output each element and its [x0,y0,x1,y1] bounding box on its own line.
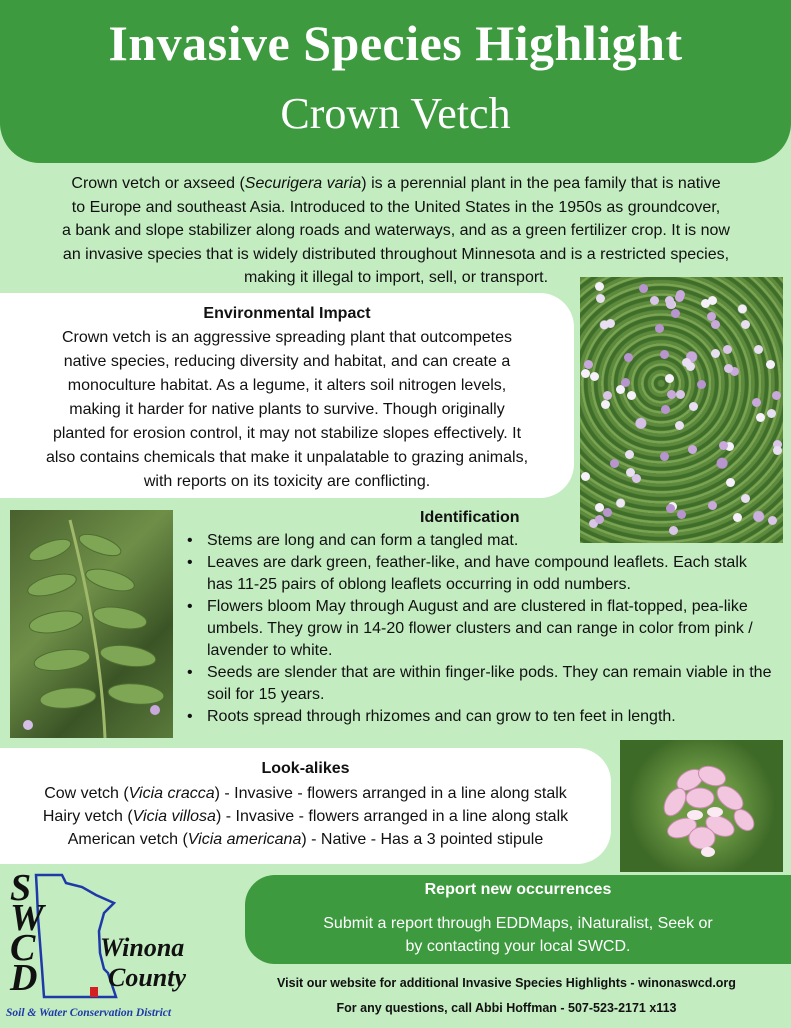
text: ) - Native - Has a 3 pointed stipule [301,831,544,848]
environmental-impact-text [6,326,568,494]
intro-text: ) is a perennial plant in the pea family that is native [361,175,721,192]
website-note: Visit our website for additional Invasive Species Highlights - winonaswcd.org [277,976,736,990]
flower-dot [660,452,669,461]
crown-vetch-flower-photo [620,740,783,872]
report-heading: Report new occurrences [424,881,612,898]
flower-dot [723,345,732,354]
flower-dot [671,309,680,318]
flower-dot [621,378,630,387]
flower-dot [660,350,669,359]
scientific-name: Vicia villosa [132,808,216,825]
flower-dot [666,504,675,513]
flower-dot [581,472,590,481]
identification-list [185,530,775,728]
flower-dot [625,450,634,459]
flower-dot [733,513,742,522]
flower-dot [675,293,684,302]
flower-dot [581,369,590,378]
flower-dot [606,319,615,328]
intro-text: Crown vetch or axseed ( [71,175,245,192]
flower-dot [767,409,776,418]
report-text [245,912,791,958]
scientific-name: Securigera varia [244,175,362,192]
flower-dot [773,446,782,455]
flower-dot [665,374,674,383]
flower-dot [675,421,684,430]
flower-dot [726,478,735,487]
text-line: Crown vetch is an aggressive spreading plant that outcompetes [61,329,513,346]
flower-dot [650,296,659,305]
section-heading: Identification [420,509,520,526]
flower-dot [701,299,710,308]
list-item: • Seeds are slender that are within finger-like pods. They can remain viable in the soil for 15 years. [185,662,775,706]
flower-dot [688,445,697,454]
intro-paragraph [8,172,784,290]
page-subtitle: Crown Vetch [280,89,511,138]
text: ) - Invasive - flowers arranged in a line along stalk [215,808,569,825]
lookalikes-list [0,782,611,851]
text-line: with reports on its toxicity are conflicting. [143,473,431,490]
flower-dot [697,380,706,389]
flower-dot [676,390,685,399]
flower-dot [665,296,674,305]
flower-dot [595,515,604,524]
intro-text: to Europe and southeast Asia. Introduced to the United States in the 1950s as groundcover, [71,198,721,216]
flower-dot [632,474,641,483]
text-line: monoculture habitat. As a legume, it alters soil nitrogen levels, [67,377,507,394]
scientific-name: Vicia americana [187,831,302,848]
flower-dot [682,358,691,367]
page-title: Invasive Species Highlight [108,15,683,71]
text-line: by contacting your local SWCD. [405,938,631,955]
text: Hairy vetch ( [42,808,133,825]
list-item: • Stems are long and can form a tangled mat. [185,530,775,552]
report-panel [245,875,791,964]
flower-dot [741,494,750,503]
flower-dot [627,391,636,400]
list-item: • Roots spread through rhizomes and can grow to ten feet in length. [185,706,775,728]
text: American vetch ( [67,831,188,848]
logo-letter-text: SWCD [10,867,44,999]
list-item [0,805,611,828]
flower-dot [689,402,698,411]
flower-dot [711,320,720,329]
flower-illustration [620,740,783,872]
flower-dot [741,320,750,329]
list-item [0,782,611,805]
text-line: native species, reducing diversity and habitat, and can create a [63,353,511,370]
flower-dot [677,510,686,519]
list-item: • Flowers bloom May through August and are clustered in flat-topped, pea-like umbels. They grow in 14-20 flower clusters and can range in color from pink / lavender to white. [185,596,775,662]
intro-text: an invasive species that is widely distributed throughout Minnesota and is a restricted species, [62,245,730,263]
list-item [0,828,611,851]
leaf-illustration [10,510,173,738]
flower-dot [708,501,717,510]
logo-county: County [108,963,187,992]
header-banner [0,0,791,163]
flower-dot [719,441,728,450]
text: Cow vetch ( [44,785,129,802]
flower-dot [603,508,612,517]
flower-dot [590,372,599,381]
list-item: • Leaves are dark green, feather-like, and have compound leaflets. Each stalk has 11-25 pairs of oblong leaflets occurring in odd numbers. [185,552,775,596]
crown-vetch-field-photo [580,277,783,543]
flower-dot [655,324,664,333]
section-heading: Look-alikes [261,760,350,777]
flower-dot [724,364,733,373]
flower-dot [754,345,763,354]
flower-dot [610,459,619,468]
flower-dot [624,353,633,362]
section-heading: Environmental Impact [203,305,371,322]
flower-dot [752,398,761,407]
text-line: also contains chemicals that make it unpalatable to grazing animals, [45,449,529,466]
scientific-name: Vicia cracca [128,785,215,802]
flower-dot [756,413,765,422]
environmental-impact-panel [0,293,574,498]
text-line: planted for erosion control, it may not stabilize slopes effectively. It [52,425,522,442]
leaflet-photo [10,510,173,738]
flower-dot [601,400,610,409]
logo-county: Winona [100,933,185,962]
intro-text: making it illegal to import, sell, or transport. [243,269,549,286]
text-line: making it harder for native plants to survive. Though originally [69,401,505,418]
logo-tagline: Soil & Water Conservation District [6,1007,172,1019]
flower-dot [603,391,612,400]
flower-dot [766,360,775,369]
flower-dot [667,390,676,399]
flower-dot [595,282,604,291]
contact-note: For any questions, call Abbi Hoffman - 507-523-2171 x113 [336,1001,677,1015]
logo-letters [10,867,50,999]
swcd-logo [4,867,216,1023]
flower-dot [711,349,720,358]
flower-dot [596,294,605,303]
flower-dot [639,284,648,293]
flower-dot [768,516,777,525]
intro-text: a bank and slope stabilizer along roads and waterways, and as a green fertilizer crop. It is now [62,222,730,239]
text: ) - Invasive - flowers arranged in a line along stalk [214,785,567,802]
flower-dot [661,405,670,414]
flower-dot [584,360,593,369]
lookalikes-panel [0,748,611,864]
flower-dot [772,391,781,400]
text-line: Submit a report through EDDMaps, iNaturalist, Seek or [323,915,713,932]
